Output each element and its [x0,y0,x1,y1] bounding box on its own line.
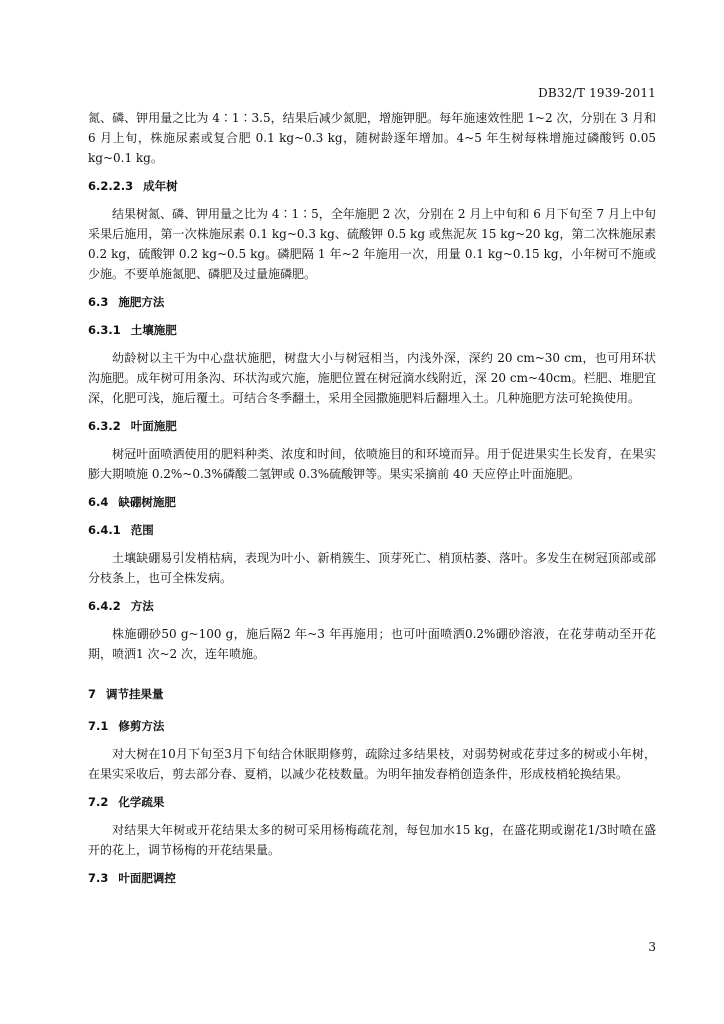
section-heading [88,716,656,736]
section-heading [88,292,656,312]
document-code: DB32/T 1939-2011 [538,86,656,100]
page-content [88,108,656,888]
paragraph: 树冠叶面喷洒使用的肥料种类、浓度和时间，依喷施目的和环境而异。用于促进果实生长发育，在果实膨大期喷施 0.2%~0.3%磷酸二氢钾或 0.3%硫酸钾等。果实采摘前 40 天应停止叶面施肥。 [88,447,656,481]
section-title: 范围 [130,523,154,537]
section-number: 6.4.2 [88,599,121,613]
section-number: 6.4 [88,495,109,509]
section-heading [88,520,656,540]
section-heading [88,792,656,812]
paragraph: 结果树氮、磷、钾用量之比为 4∶1∶5，全年施肥 2 次，分别在 2 月上中旬和 6 月下旬至 7 月上中旬采果后施用，第一次株施尿素 0.1 kg~0.3 kg、硫酸钾 0.5 kg 或焦泥灰 15 kg~20 kg，第二次株施尿素 0.2 kg，硫酸钾 0.2 kg~0.5 kg。磷肥隔 1 年~2 年施用一次，用量 0.1 kg~0.15 kg，小年树可不施或少施。不要单施氮肥、磷肥及过量施磷肥。 [88,207,656,281]
paragraph: 幼龄树以主干为中心盘状施肥，树盘大小与树冠相当，内浅外深，深约 20 cm~30 cm，也可用环状沟施肥。成年树可用条沟、环状沟或穴施，施肥位置在树冠滴水线附近，深 20 cm~40cm。栏肥、堆肥宜深，化肥可浅，施后覆土。可结合冬季翻土，采用全园撒施肥料后翻埋入土。几种施肥方法可轮换使用。 [88,351,656,405]
section-title: 修剪方法 [118,719,165,733]
section-heading [88,684,656,704]
section-title: 施肥方法 [118,295,165,309]
section-number: 7.3 [88,871,109,885]
paragraph: 对大树在10月下旬至3月下旬结合休眠期修剪，疏除过多结果枝，对弱势树或花芽过多的树或小年树，在果实采收后，剪去部分春、夏梢，以减少花枝数量。为明年抽发春梢创造条件，形成枝梢轮换结果。 [88,747,656,781]
section-title: 方法 [130,599,154,613]
section-heading [88,176,656,196]
paragraph: 对结果大年树或开花结果太多的树可采用杨梅疏花剂，每包加水15 kg，在盛花期或谢花1/3时喷在盛开的花上，调节杨梅的开花结果量。 [88,823,656,857]
section-title: 叶面施肥 [130,419,177,433]
section-title: 土壤施肥 [130,323,177,337]
section-number: 6.2.2.3 [88,179,134,193]
section-heading [88,416,656,436]
section-number: 6.3 [88,295,109,309]
paragraph: 株施硼砂50 g~100 g，施后隔2 年~3 年再施用；也可叶面喷洒0.2%硼砂溶液，在花芽萌动至开花期，喷洒1 次~2 次，连年喷施。 [88,627,656,661]
section-title: 化学疏果 [118,795,165,809]
section-number: 6.3.2 [88,419,121,433]
section-number: 6.4.1 [88,523,121,537]
section-heading [88,596,656,616]
section-heading [88,492,656,512]
section-heading [88,868,656,888]
paragraph: 氮、磷、钾用量之比为 4∶1∶3.5，结果后减少氮肥，增施钾肥。每年施速效性肥 1~2 次，分别在 3 月和 6 月上旬，株施尿素或复合肥 0.1 kg~0.3 kg，随树龄逐年增加。4~5 年生树每株增施过磷酸钙 0.05 kg~0.1 kg。 [88,111,656,165]
section-title: 调节挂果量 [106,687,164,701]
section-title: 缺硼树施肥 [118,495,176,509]
section-title: 叶面肥调控 [118,871,176,885]
paragraph: 土壤缺硼易引发梢枯病，表现为叶小、新梢簇生、顶芽死亡、梢顶枯萎、落叶。多发生在树冠顶部或部分枝条上，也可全株发病。 [88,551,656,585]
page-number: 3 [648,940,656,954]
section-number: 7.1 [88,719,109,733]
section-heading [88,320,656,340]
section-number: 7.2 [88,795,109,809]
section-title: 成年树 [143,179,178,193]
section-number: 7 [88,687,97,701]
section-number: 6.3.1 [88,323,121,337]
